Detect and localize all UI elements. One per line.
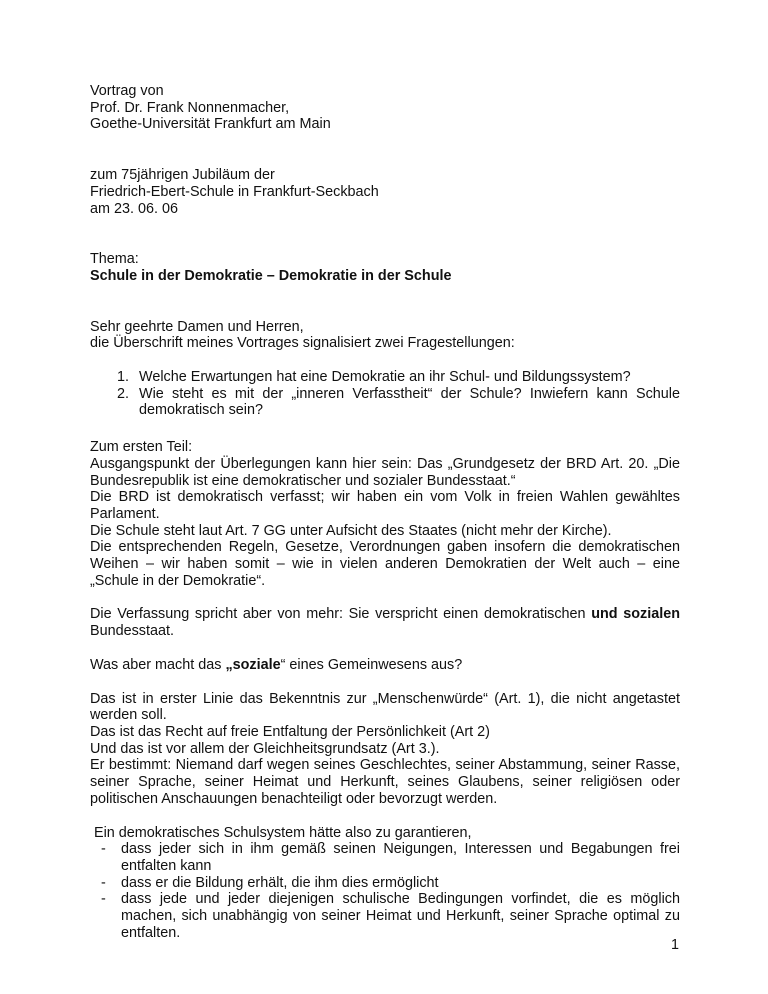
part-one-section xyxy=(90,439,680,589)
list-item xyxy=(101,874,680,892)
text-run: “ eines Gemeinwesens aus? xyxy=(280,656,463,673)
question-text: Wie steht es mit der „inneren Verfasstheit“ der Schule? Inwiefern kann Schule demokratisch sein? xyxy=(139,385,680,419)
date-line: am 23. 06. 06 xyxy=(90,200,179,217)
paragraph: Die BRD ist demokratisch verfasst; wir haben ein vom Volk in freien Wahlen gewähltes Parlament. xyxy=(90,489,680,522)
principles-section xyxy=(90,691,680,808)
list-item xyxy=(101,891,680,941)
question-list xyxy=(90,369,680,419)
occasion-line: zum 75jährigen Jubiläum der xyxy=(90,167,275,184)
paragraph: Er bestimmt: Niemand darf wegen seines Geschlechtes, seiner Abstammung, seiner Rasse, seiner Sprache, seiner Heimat und Herkunft, seines Glaubens, seiner religiösen oder politischen Anschauungen benachteiligt oder bevorzugt werden. xyxy=(90,757,680,807)
topic-block xyxy=(90,251,680,284)
list-item xyxy=(117,369,680,386)
bold-run: „soziale xyxy=(225,656,281,673)
header-line: Vortrag von xyxy=(90,83,164,99)
paragraph: Die Schule steht laut Art. 7 GG unter Aufsicht des Staates (nicht mehr der Kirche). xyxy=(90,522,612,539)
lecture-header xyxy=(90,83,680,133)
text-run: Die Verfassung spricht aber von mehr: Sie verspricht einen demokratischen xyxy=(90,606,592,623)
paragraph: Die entsprechenden Regeln, Gesetze, Verordnungen gaben insofern die demokratischen Weihen – wir haben somit – wie in vielen anderen Demokratien der Welt auch – eine „Schule in der Demokratie“. xyxy=(90,539,680,589)
section-heading: Zum ersten Teil: xyxy=(90,439,193,456)
list-item xyxy=(117,385,680,419)
paragraph: Das ist in erster Linie das Bekenntnis zur „Menschenwürde“ (Art. 1), die nicht angetastet werden soll. xyxy=(90,690,680,724)
intro-sentence: die Überschrift meines Vortrages signalisiert zwei Fragestellungen: xyxy=(90,335,515,352)
list-item xyxy=(101,841,680,874)
topic-label: Thema: xyxy=(90,251,139,268)
list-dash: - xyxy=(101,874,106,891)
list-number: 1. xyxy=(117,369,130,386)
social-question xyxy=(90,657,680,674)
occasion-block xyxy=(90,167,680,217)
text-run: Bundesstaat. xyxy=(90,623,175,640)
requirement-list xyxy=(90,841,680,941)
paragraph: Das ist das Recht auf freie Entfaltung der Persönlichkeit (Art 2) xyxy=(90,723,490,740)
list-item-text: dass er die Bildung erhält, die ihm dies ermöglicht xyxy=(121,874,439,891)
bold-run: und sozialen xyxy=(591,606,680,623)
question-text: Welche Erwartungen hat eine Demokratie an ihr Schul- und Bildungssystem? xyxy=(139,369,631,386)
list-dash: - xyxy=(101,841,106,858)
affiliation-line: Goethe-Universität Frankfurt am Main xyxy=(90,116,331,133)
paragraph: Ausgangspunkt der Überlegungen kann hier sein: Das „Grundgesetz der BRD Art. 20. „Die Bundesrepublik ist eine demokratischer und sozialer Bundesstaat.“ xyxy=(90,455,680,489)
list-number: 2. xyxy=(117,385,130,402)
salutation: Sehr geehrte Damen und Herren, xyxy=(90,318,304,335)
author-line: Prof. Dr. Frank Nonnenmacher, xyxy=(90,99,290,116)
school-system-section xyxy=(90,825,680,942)
constitution-paragraph xyxy=(90,606,680,639)
topic-title: Schule in der Demokratie – Demokratie in der Schule xyxy=(90,267,452,284)
greeting-block xyxy=(90,319,680,352)
list-item-text: dass jede und jeder diejenigen schulische Bedingungen vorfindet, die es möglich machen, sich unabhängig von seiner Heimat und Herkunft, seiner Sprache optimal zu entfalten. xyxy=(121,891,680,941)
list-dash: - xyxy=(101,891,106,908)
paragraph: Ein demokratisches Schulsystem hätte also zu garantieren, xyxy=(94,824,472,841)
page-number: 1 xyxy=(670,937,679,953)
paragraph: Und das ist vor allem der Gleichheitsgrundsatz (Art 3.). xyxy=(90,740,440,757)
school-line: Friedrich-Ebert-Schule in Frankfurt-Seckbach xyxy=(90,183,379,200)
text-run: Was aber macht das xyxy=(90,656,226,673)
list-item-text: dass jeder sich in ihm gemäß seinen Neigungen, Interessen und Begabungen frei entfalten kann xyxy=(121,841,680,874)
